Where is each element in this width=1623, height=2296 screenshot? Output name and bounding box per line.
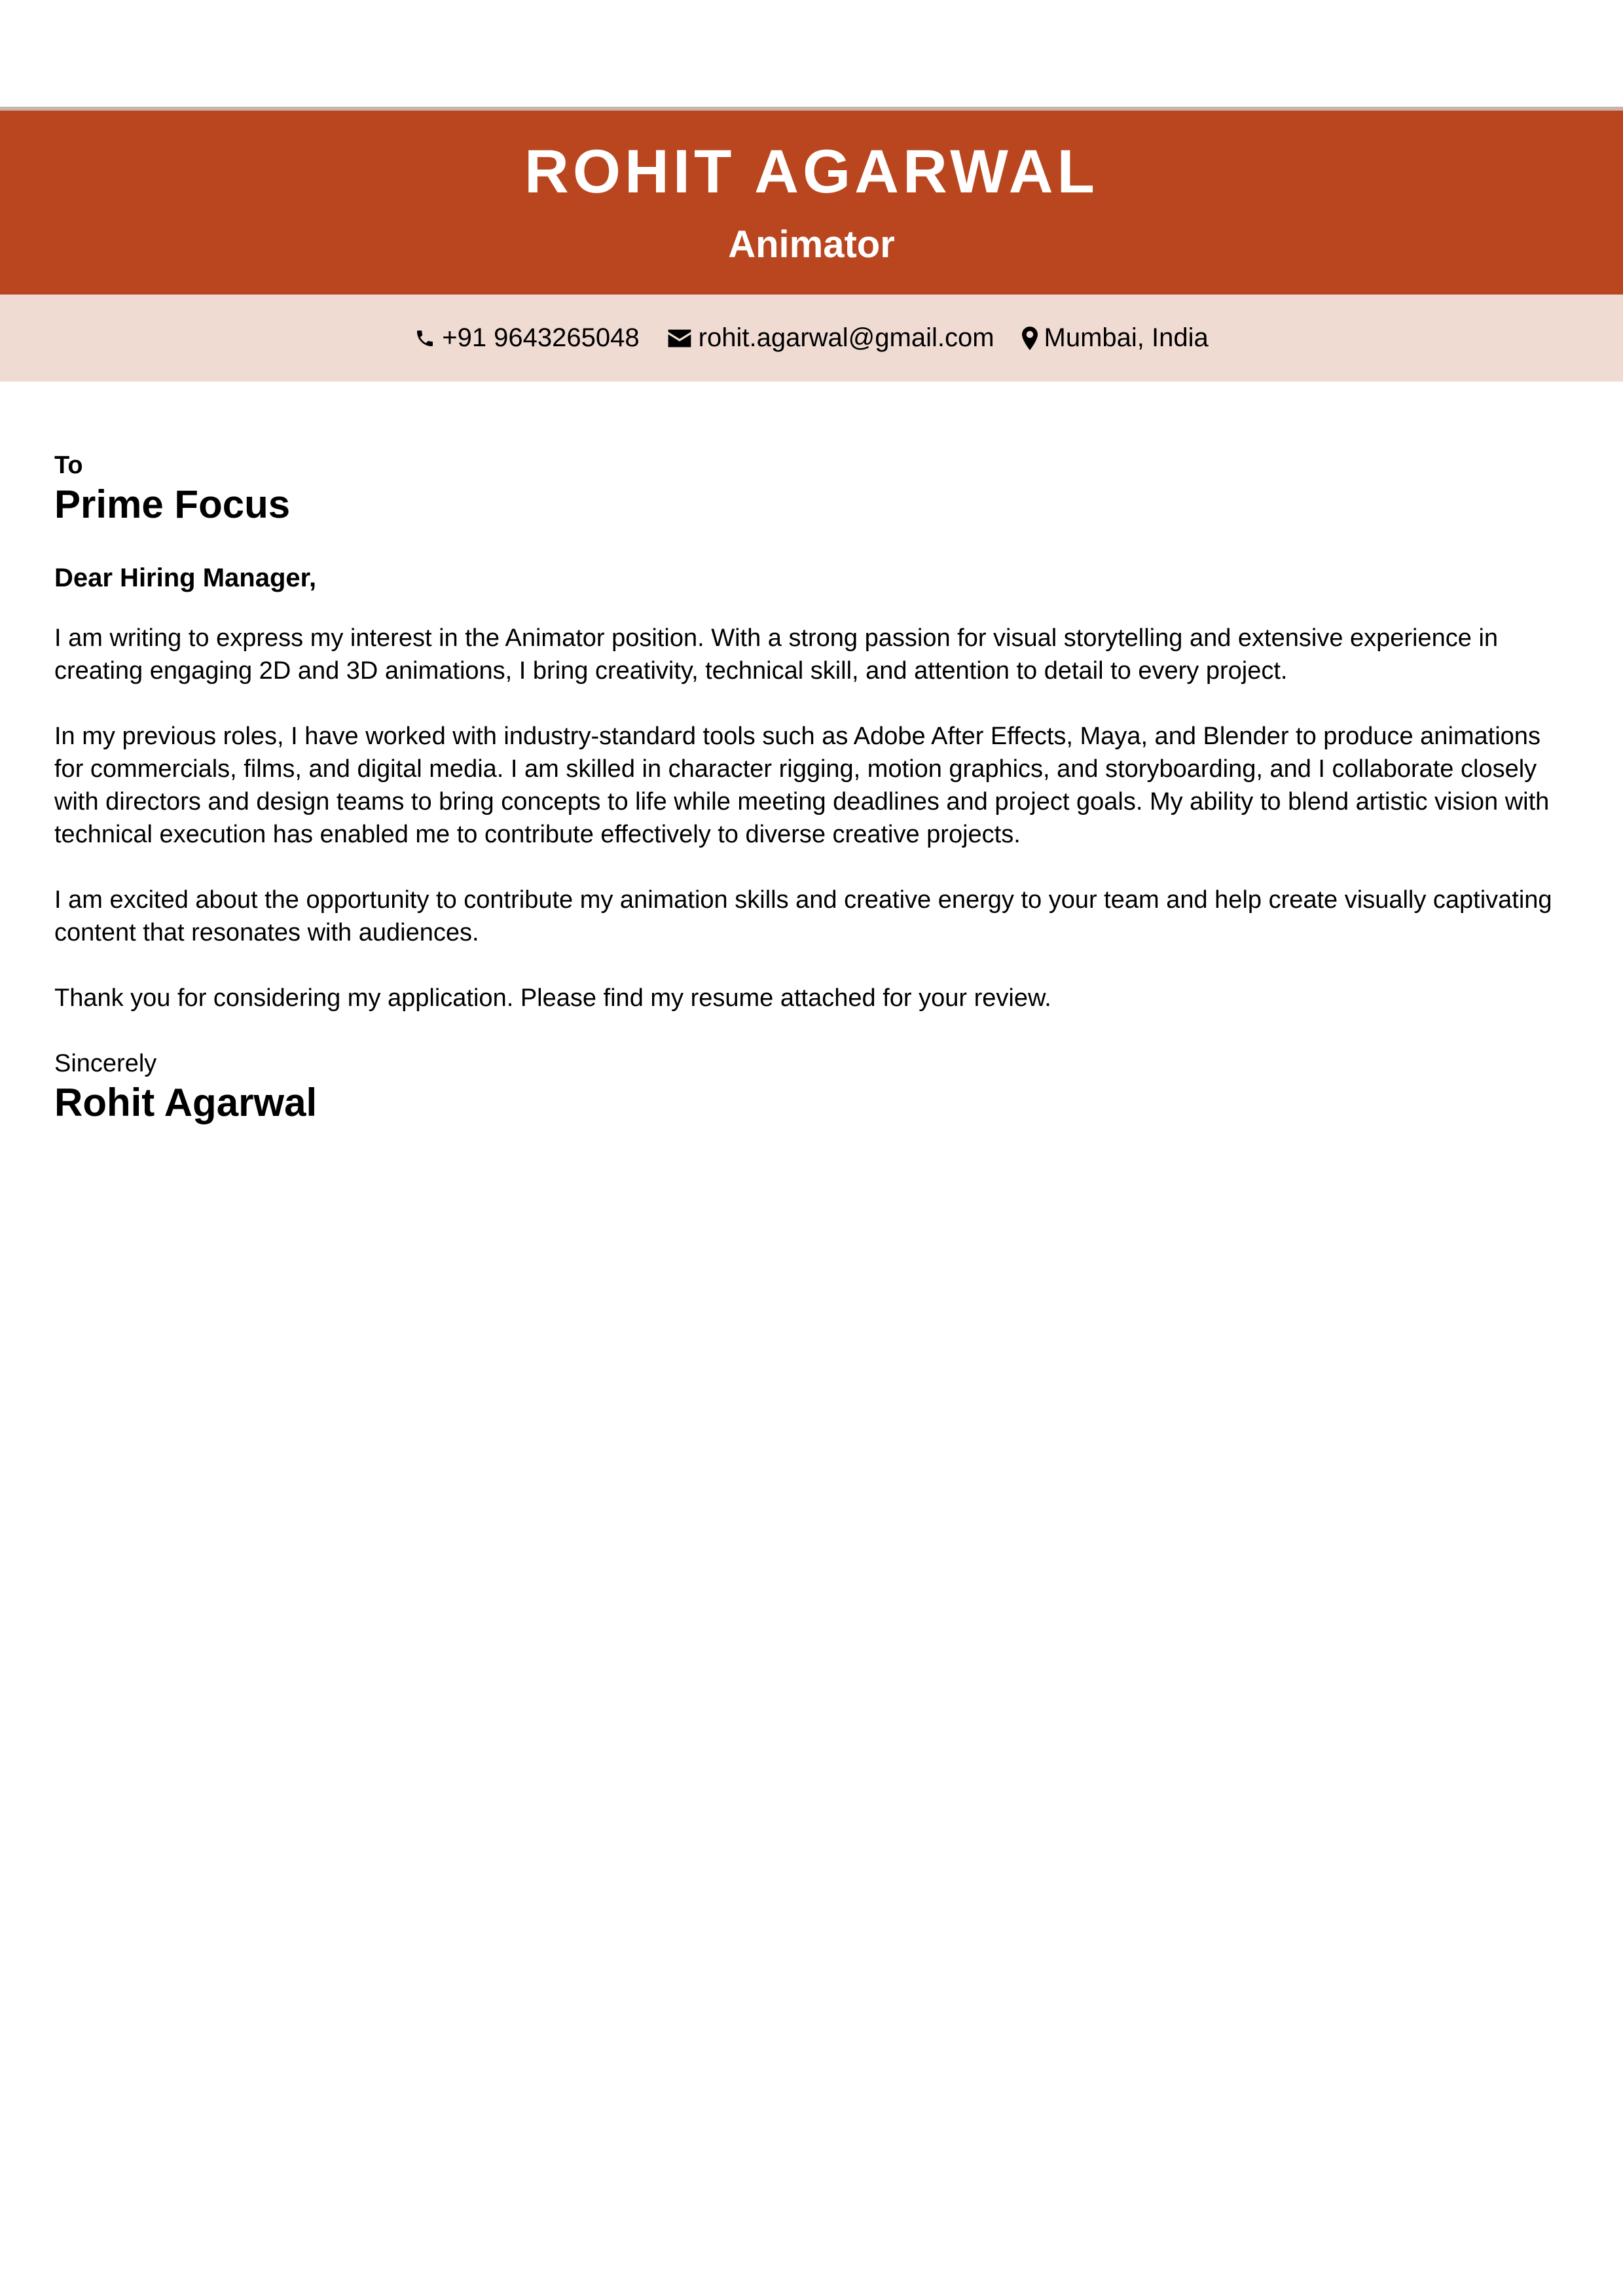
map-marker-icon — [1022, 327, 1038, 350]
contact-location — [1022, 323, 1209, 353]
contact-bar — [0, 295, 1623, 382]
closing: Sincerely — [54, 1050, 157, 1077]
applicant-name: ROHIT AGARWAL — [524, 137, 1099, 206]
location-text: Mumbai, India — [1044, 323, 1209, 352]
paragraph-experience: In my previous roles, I have worked with industry-standard tools such as Adobe After Effects, Maya, and Blender to produce animations for commercials, films, and digital media. I am skilled in character rigging, motion graphics, and storyboarding, and I collaborate closely with directors and design teams to bring concepts to life while meeting deadlines and project goals. My ability to blend artistic vision with technical execution has enabled me to contribute effectively to diverse creative projects. — [54, 723, 1550, 848]
to-label: To — [54, 452, 83, 479]
signature-name: Rohit Agarwal — [54, 1081, 318, 1124]
phone-number: +91 9643265048 — [442, 323, 640, 352]
envelope-icon — [667, 329, 692, 348]
job-title: Animator — [728, 223, 895, 266]
email-address: rohit.agarwal@gmail.com — [698, 323, 994, 352]
phone-icon — [414, 327, 435, 350]
header-band — [0, 111, 1623, 295]
paragraph-thanks: Thank you for considering my application. Please find my resume attached for your review. — [54, 984, 1051, 1012]
letter-body — [54, 450, 1569, 1126]
recipient-company: Prime Focus — [54, 482, 291, 526]
paragraph-intro: I am writing to express my interest in the Animator position. With a strong passion for visual storytelling and extensive experience in creating engaging 2D and 3D animations, I bring creativity, technical skill, and attention to detail to every project. — [54, 624, 1499, 685]
contact-phone — [414, 323, 639, 353]
contact-email — [667, 323, 994, 353]
salutation: Dear Hiring Manager, — [54, 564, 317, 592]
paragraph-motivation: I am excited about the opportunity to contribute my animation skills and creative energy to your team and help create visually captivating content that resonates with audiences. — [54, 886, 1552, 946]
